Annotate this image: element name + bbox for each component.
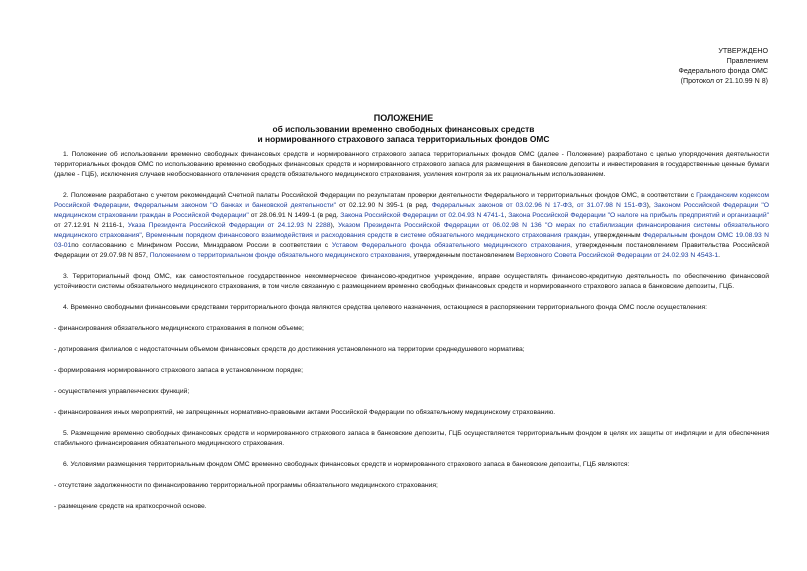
list-item: - размещение средств на краткосрочной основе. [54,503,207,510]
link-ffoms-order[interactable]: Федеральным фондом ОМС 19.08.93 N 03-01 [54,232,769,249]
document-title [0,113,807,145]
paragraph-5: 5. Размещение временно свободных финансовых средств и нормированного страхового запаса в банковские депозиты, ГЦБ осуществляется территориальным фондом в целях их защиты от инфляции и для обеспечения стабильного финансирования обязательного медицинского страхования. [54,430,769,447]
paragraph-4: 4. Временно свободными финансовыми средствами территориального фонда являются средства целевого назначения, остающиеся в распоряжении территориального фонда ОМС после осуществления: [63,304,708,311]
link-decree-136[interactable]: Указом Президента Российской Федерации от 06.02.98 N 136 "О мерах по стабилизации финансирования системы обязательного медицинского страхования" [54,222,770,239]
paragraph-2 [54,191,769,261]
link-medical-insurance-law[interactable]: Законом Российской Федерации "О медицинском страховании граждан в Российской Федерации" [54,202,769,219]
paragraph-1: 1. Положение об использовании временно свободных финансовых средств и нормированного страхового запаса территориальных фондов ОМС (далее - Положение) разработано с целью упорядочения деятельности территориальных фондов ОМС по использованию временно свободных финансовых средств и нормированного страхового запаса для размещения в банковские депозиты и инвестирования в государственные ценные бумаги (далее - ГЦБ), исключения случаев необоснованного отвлечения средств обязательного медицинского страхования, усиления контроля за их рациональным использованием. [54,151,769,178]
title-line-3: и нормированного страхового запаса территориальных фондов ОМС [257,134,550,144]
p2-text: , утвержденным постановлением Правительства Российской Федерации от 29.07.98 N 857, [54,242,770,259]
approval-line-protocol: (Протокол от 21.10.99 N 8) [680,77,768,85]
p2-text: от 28.06.91 N 1499-1 (в ред. [248,212,341,219]
p2-text: от 27.12.91 N 2116-1, [54,222,128,229]
list-item: - дотирования филиалов с недостаточным объемом финансовых средств до достижения установленного на территории среднедушевого норматива; [54,346,525,353]
p2-text: , [128,202,134,209]
link-profit-tax-law[interactable]: Закона Российской Федерации "О налоге на прибыль предприятий и организаций" [508,212,769,219]
p2-text: , [571,202,577,209]
approval-stamp [678,46,768,86]
p2-text: 2. Положение разработано с учетом рекомендаций Счетной палаты Российской Федерации по результатам проверки деятельности Федерального и территориальных фондов ОМС, в соответствии с [63,192,697,199]
p2-text: ), [330,222,339,229]
approval-line-board: Правлением [726,57,768,65]
link-civil-code[interactable]: Гражданским кодексом Российской Федерации [54,192,769,209]
p2-text: от 02.12.90 N 395-1 (в ред. [336,202,432,209]
paragraph-3: 3. Территориальный фонд ОМС, как самостоятельное государственное некоммерческое финансово-кредитное учреждение, вправе осуществлять финансово-кредитную деятельность по обеспечению финансовой устойчивости системы обязательного медицинского страхования, в том числе связанную с размещением временно свободных финансовых средств и нормированного страхового запаса в банковские депозиты, ГЦБ. [54,273,769,290]
paragraph-6: 6. Условиями размещения территориальным фондом ОМС временно свободных финансовых средств и нормированного страхового запаса в банковские депозиты, ГЦБ являются: [63,461,630,468]
document-body [54,150,769,523]
list-item: - финансирования иных мероприятий, не запрещенных нормативно-правовыми актами Российской Федерации по обязательному медицинскому страхованию. [54,409,556,416]
p2-text: по согласованию с Минфином России, Минздравом России в соответствии с [71,242,332,249]
link-temporary-procedure[interactable]: Временным порядком финансового взаимодействия и расходования средств в системе обязательного медицинского страхования граждан [145,232,590,239]
p2-text: , [141,232,146,239]
link-territorial-fund-regulation[interactable]: Положением о территориальном фонде обязательного медицинского страхования [149,252,410,259]
list-item: - осуществления управленческих функций; [54,388,190,395]
link-decree-2288[interactable]: Указа Президента Российской Федерации от 24.12.93 N 2288 [127,222,331,229]
link-banks-law[interactable]: Федеральным законом "О банках и банковской деятельности" [133,202,337,209]
link-law-1993[interactable]: Закона Российской Федерации от 02.04.93 N 4741-1 [340,212,505,219]
list-item: - формирования нормированного страхового запаса в установленном порядке; [54,367,304,374]
link-federal-laws-1996[interactable]: Федеральных законов от 03.02.96 N 17-ФЗ [431,202,572,209]
p2-text: , [504,212,509,219]
p2-text: , утвержденным [589,232,643,239]
title-line-2: об использовании временно свободных финансовых средств [272,123,535,134]
title-heading: ПОЛОЖЕНИЕ [373,113,434,123]
list-item: - отсутствие задолженности по финансированию территориальной программы обязательного медицинского страхования; [54,482,438,489]
p2-text: ), [646,202,654,209]
p2-text: , утвержденным постановлением [409,252,517,259]
link-supreme-council-resolution[interactable]: Верховного Совета Российской Федерации от 24.02.93 N 4543-1 [516,252,719,259]
approval-line-approved: УТВЕРЖДЕНО [718,47,768,55]
link-ffoms-charter[interactable]: Уставом Федерального фонда обязательного медицинского страхования [331,242,571,249]
link-federal-law-1998[interactable]: от 31.07.98 N 151-ФЗ [576,202,647,209]
list-item: - финансирования обязательного медицинского страхования в полном объеме; [54,325,304,332]
p2-text: . [718,252,720,259]
approval-line-fund: Федерального фонда ОМС [678,67,768,75]
